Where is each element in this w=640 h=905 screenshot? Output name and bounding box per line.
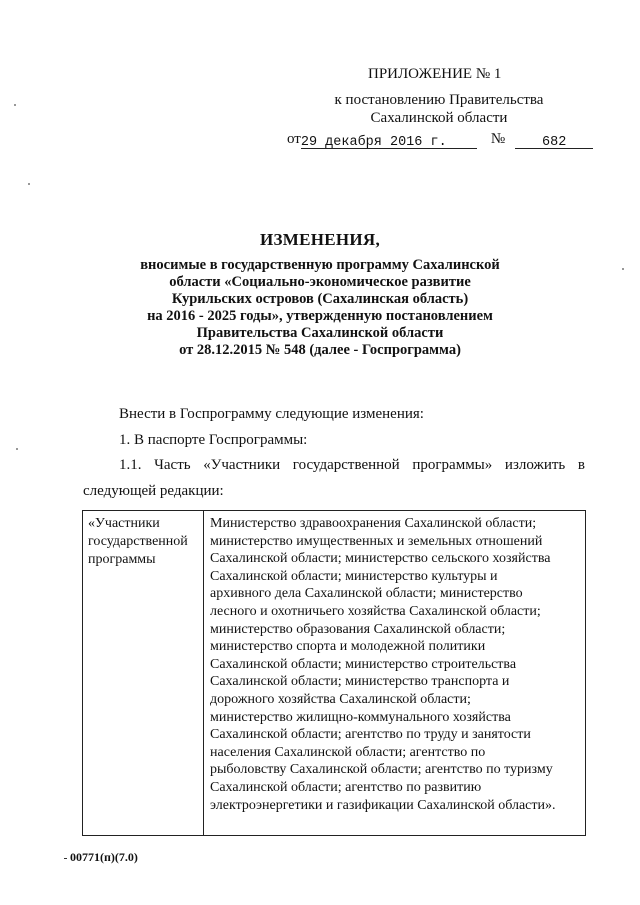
item-1-1-continuation: следующей редакции: <box>83 483 224 499</box>
content-line: архивного дела Сахалинской области; министерство <box>210 586 523 602</box>
item-1-1-paragraph: 1.1. Часть «Участники государственной программы» изложить в <box>119 457 585 473</box>
content-line: электроэнергетики и газификации Сахалинской области». <box>210 797 556 813</box>
subtitle-line: области «Социально-экономическое развитие <box>169 274 471 290</box>
content-line: министерство имущественных и земельных отношений <box>210 533 543 549</box>
content-line: Сахалинской области; министерство культуры и <box>210 568 498 584</box>
number-sign: № <box>490 131 506 147</box>
from-label: от <box>287 131 301 147</box>
resolution-date-number <box>287 129 593 149</box>
scan-speck <box>28 183 30 185</box>
subtitle-line: Курильских островов (Сахалинская область) <box>171 291 469 307</box>
label-line: «Участники <box>88 516 160 531</box>
label-line: государственной <box>88 534 188 549</box>
content-line: рыболовству Сахалинской области; агентство по туризму <box>210 762 553 778</box>
subtitle-line: на 2016 - 2025 годы», утвержденную постановлением <box>147 308 493 324</box>
content-line: дорожного хозяйства Сахалинской области; <box>210 691 471 707</box>
table-label-cell <box>83 511 204 835</box>
content-line: населения Сахалинской области; агентство по <box>210 744 486 760</box>
subtitle-line: Правительства Сахалинской области <box>196 325 444 341</box>
content-line: Сахалинской области; агентство по труду и занятости <box>210 727 531 743</box>
content-line: министерство спорта и молодежной политики <box>210 639 486 655</box>
content-line: министерство жилищно-коммунального хозяйства <box>210 709 511 725</box>
document-subtitle <box>100 257 540 359</box>
scan-speck <box>14 104 16 106</box>
subtitle-line: от 28.12.2015 № 548 (далее - Госпрограмма) <box>179 342 461 358</box>
number-value: 682 <box>542 135 567 150</box>
scan-speck <box>622 268 624 270</box>
content-line: Сахалинской области; министерство сельского хозяйства <box>210 551 551 567</box>
content-line: министерство образования Сахалинской области; <box>210 621 506 637</box>
content-line: Сахалинской области; агентство по развитию <box>210 779 482 795</box>
appendix-reference <box>333 91 545 127</box>
appendix-reference-line-1: к постановлению Правительства <box>334 92 544 108</box>
date-field <box>301 131 477 149</box>
appendix-reference-line-2: Сахалинской области <box>370 110 508 126</box>
scan-speck <box>16 448 18 450</box>
form-code: 00771(п)(7.0) <box>70 850 138 864</box>
date-value: 29 декабря 2016 г. <box>300 135 447 150</box>
content-line: Сахалинской области; министерство транспорта и <box>210 674 510 690</box>
content-line: Сахалинской области; министерство строительства <box>210 656 517 672</box>
content-line: Министерство здравоохранения Сахалинской области; <box>210 516 537 531</box>
participants-table <box>82 510 586 836</box>
item-1-paragraph: 1. В паспорте Госпрограммы: <box>119 432 308 448</box>
intro-paragraph: Внести в Госпрограмму следующие изменения: <box>119 406 424 422</box>
content-line: лесного и охотничьего хозяйства Сахалинской области; <box>210 603 541 619</box>
appendix-label: ПРИЛОЖЕНИЕ № 1 <box>368 66 502 82</box>
subtitle-line: вносимые в государственную программу Сахалинской <box>140 257 500 273</box>
document-title: ИЗМЕНЕНИЯ, <box>259 230 381 249</box>
table-content-cell <box>204 511 585 835</box>
number-field <box>515 131 593 149</box>
label-line: программы <box>88 552 156 567</box>
